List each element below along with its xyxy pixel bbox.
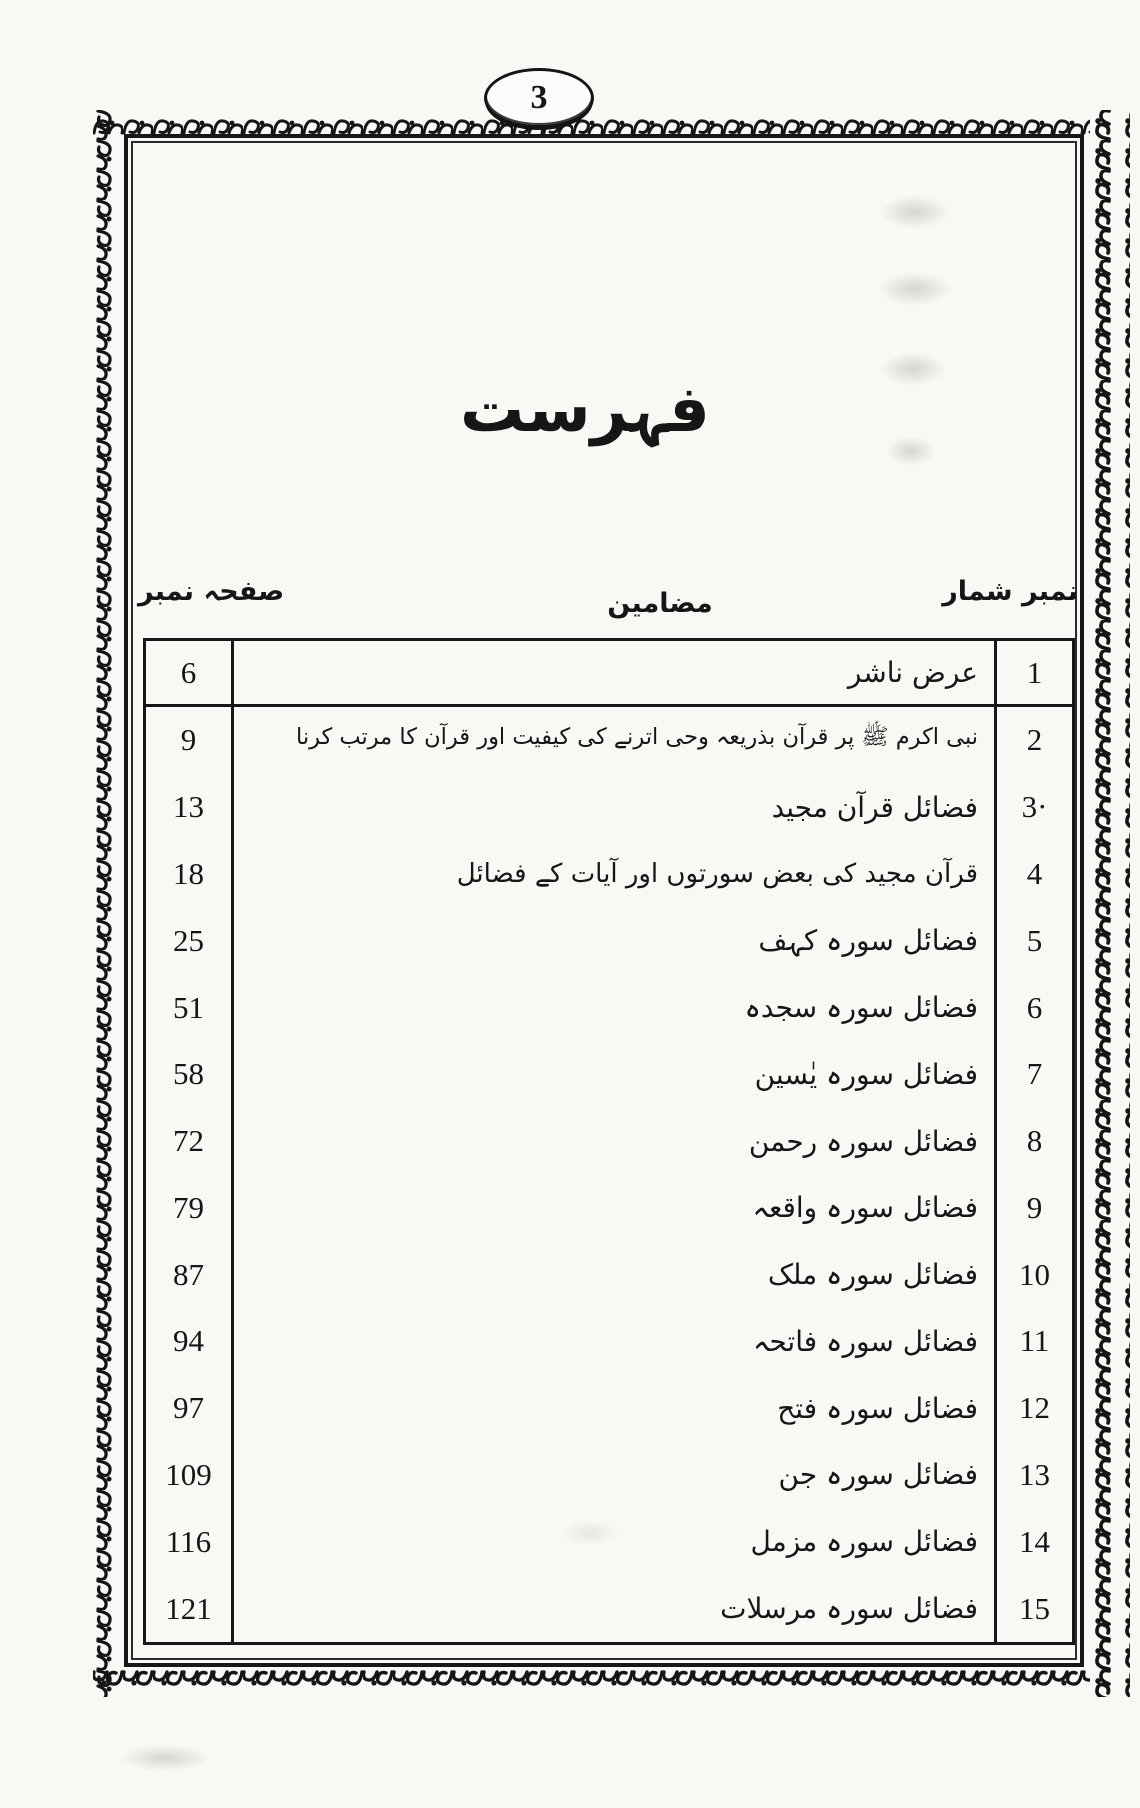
subject-cell: فضائل سورہ سجدہ bbox=[744, 991, 978, 1025]
table-row bbox=[146, 774, 1072, 841]
page-number-cell: 79 bbox=[146, 1174, 234, 1241]
table-row bbox=[146, 1308, 1072, 1375]
page-number-cell: 97 bbox=[146, 1375, 234, 1442]
serial-cell: 2 bbox=[994, 707, 1072, 774]
column-header-page-number: صفحہ نمبر bbox=[138, 576, 285, 607]
subject-cell: فضائل قرآن مجید bbox=[771, 790, 978, 824]
subject-cell: نبی اکرم ﷺ پر قرآن بذریعہ وحی اترنے کی کیفیت اور قرآن کا مرتب کرنا bbox=[296, 724, 978, 751]
table-row bbox=[146, 707, 1072, 774]
table-row bbox=[146, 1041, 1072, 1108]
page-number-cell: 13 bbox=[146, 774, 234, 841]
page-number-cell: 72 bbox=[146, 1108, 234, 1175]
table-row bbox=[146, 1442, 1072, 1509]
table-row bbox=[146, 641, 1072, 707]
page-number: 3 bbox=[530, 79, 548, 116]
scan-bleedthrough-mark bbox=[880, 352, 946, 386]
page-title: فہرست bbox=[460, 373, 710, 447]
subject-cell: فضائل سورہ رحمن bbox=[748, 1124, 978, 1158]
page-number-cell: 18 bbox=[146, 841, 234, 908]
scan-bleedthrough-mark bbox=[120, 1745, 210, 1771]
column-header-serial-number: نمبر شمار bbox=[942, 576, 1078, 607]
scan-bleedthrough-mark bbox=[886, 436, 936, 466]
subject-cell: قرآن مجید کی بعض سورتوں اور آیات کے فضائل bbox=[456, 858, 978, 889]
scan-bleedthrough-mark bbox=[878, 272, 952, 306]
subject-cell: فضائل سورہ مزمل bbox=[750, 1525, 978, 1559]
table-row bbox=[146, 1108, 1072, 1175]
serial-cell: 5 bbox=[994, 907, 1072, 974]
subject-cell: فضائل سورہ مرسلات bbox=[720, 1592, 978, 1626]
subject-cell: فضائل سورہ ملک bbox=[767, 1258, 978, 1292]
serial-cell: 14 bbox=[994, 1508, 1072, 1575]
table-row bbox=[146, 841, 1072, 908]
page-number-cell: 51 bbox=[146, 974, 234, 1041]
serial-cell: 8 bbox=[994, 1108, 1072, 1175]
serial-cell: 13 bbox=[994, 1442, 1072, 1509]
subject-cell: فضائل سورہ یٰسین bbox=[754, 1057, 978, 1091]
page-number-cell: 121 bbox=[146, 1575, 234, 1642]
subject-cell: فضائل سورہ واقعہ bbox=[752, 1191, 978, 1225]
page-number-cell: 109 bbox=[146, 1442, 234, 1509]
subject-cell: فضائل سورہ جن bbox=[778, 1458, 978, 1492]
column-header-subjects: مضامین bbox=[607, 588, 713, 619]
page-number-cell: 9 bbox=[146, 707, 234, 774]
serial-cell: 3· bbox=[994, 774, 1072, 841]
serial-cell: 11 bbox=[994, 1308, 1072, 1375]
page-number-cell: 94 bbox=[146, 1308, 234, 1375]
border-right-ornament bbox=[1084, 110, 1130, 1697]
serial-cell: 9 bbox=[994, 1174, 1072, 1241]
table-row bbox=[146, 1375, 1072, 1442]
serial-cell: 12 bbox=[994, 1375, 1072, 1442]
subject-cell: فضائل سورہ فاتحہ bbox=[752, 1324, 978, 1358]
serial-cell: 10 bbox=[994, 1241, 1072, 1308]
subject-cell: فضائل سورہ کہف bbox=[758, 924, 978, 958]
table-row bbox=[146, 1575, 1072, 1642]
serial-cell: 7 bbox=[994, 1041, 1072, 1108]
table-row bbox=[146, 1174, 1072, 1241]
page-number-cell: 58 bbox=[146, 1041, 234, 1108]
page-number-cell: 25 bbox=[146, 907, 234, 974]
subject-cell: فضائل سورہ فتح bbox=[777, 1391, 978, 1425]
table-row bbox=[146, 974, 1072, 1041]
scan-bleedthrough-mark bbox=[560, 1520, 620, 1546]
border-top-ornament bbox=[93, 110, 1090, 136]
subject-cell: عرض ناشر bbox=[847, 656, 978, 689]
serial-cell: 15 bbox=[994, 1575, 1072, 1642]
scan-bleedthrough-mark bbox=[880, 195, 950, 229]
serial-cell: 4 bbox=[994, 841, 1072, 908]
table-row bbox=[146, 907, 1072, 974]
border-left-ornament bbox=[93, 110, 124, 1697]
page-number-cell: 87 bbox=[146, 1241, 234, 1308]
serial-cell: 6 bbox=[994, 974, 1072, 1041]
page-number-badge bbox=[484, 68, 594, 128]
table-row bbox=[146, 1241, 1072, 1308]
toc-table bbox=[143, 638, 1075, 1645]
border-bottom-ornament bbox=[93, 1667, 1090, 1697]
serial-cell: 1 bbox=[994, 641, 1072, 704]
page-number-cell: 116 bbox=[146, 1508, 234, 1575]
page-number-cell: 6 bbox=[146, 641, 234, 704]
